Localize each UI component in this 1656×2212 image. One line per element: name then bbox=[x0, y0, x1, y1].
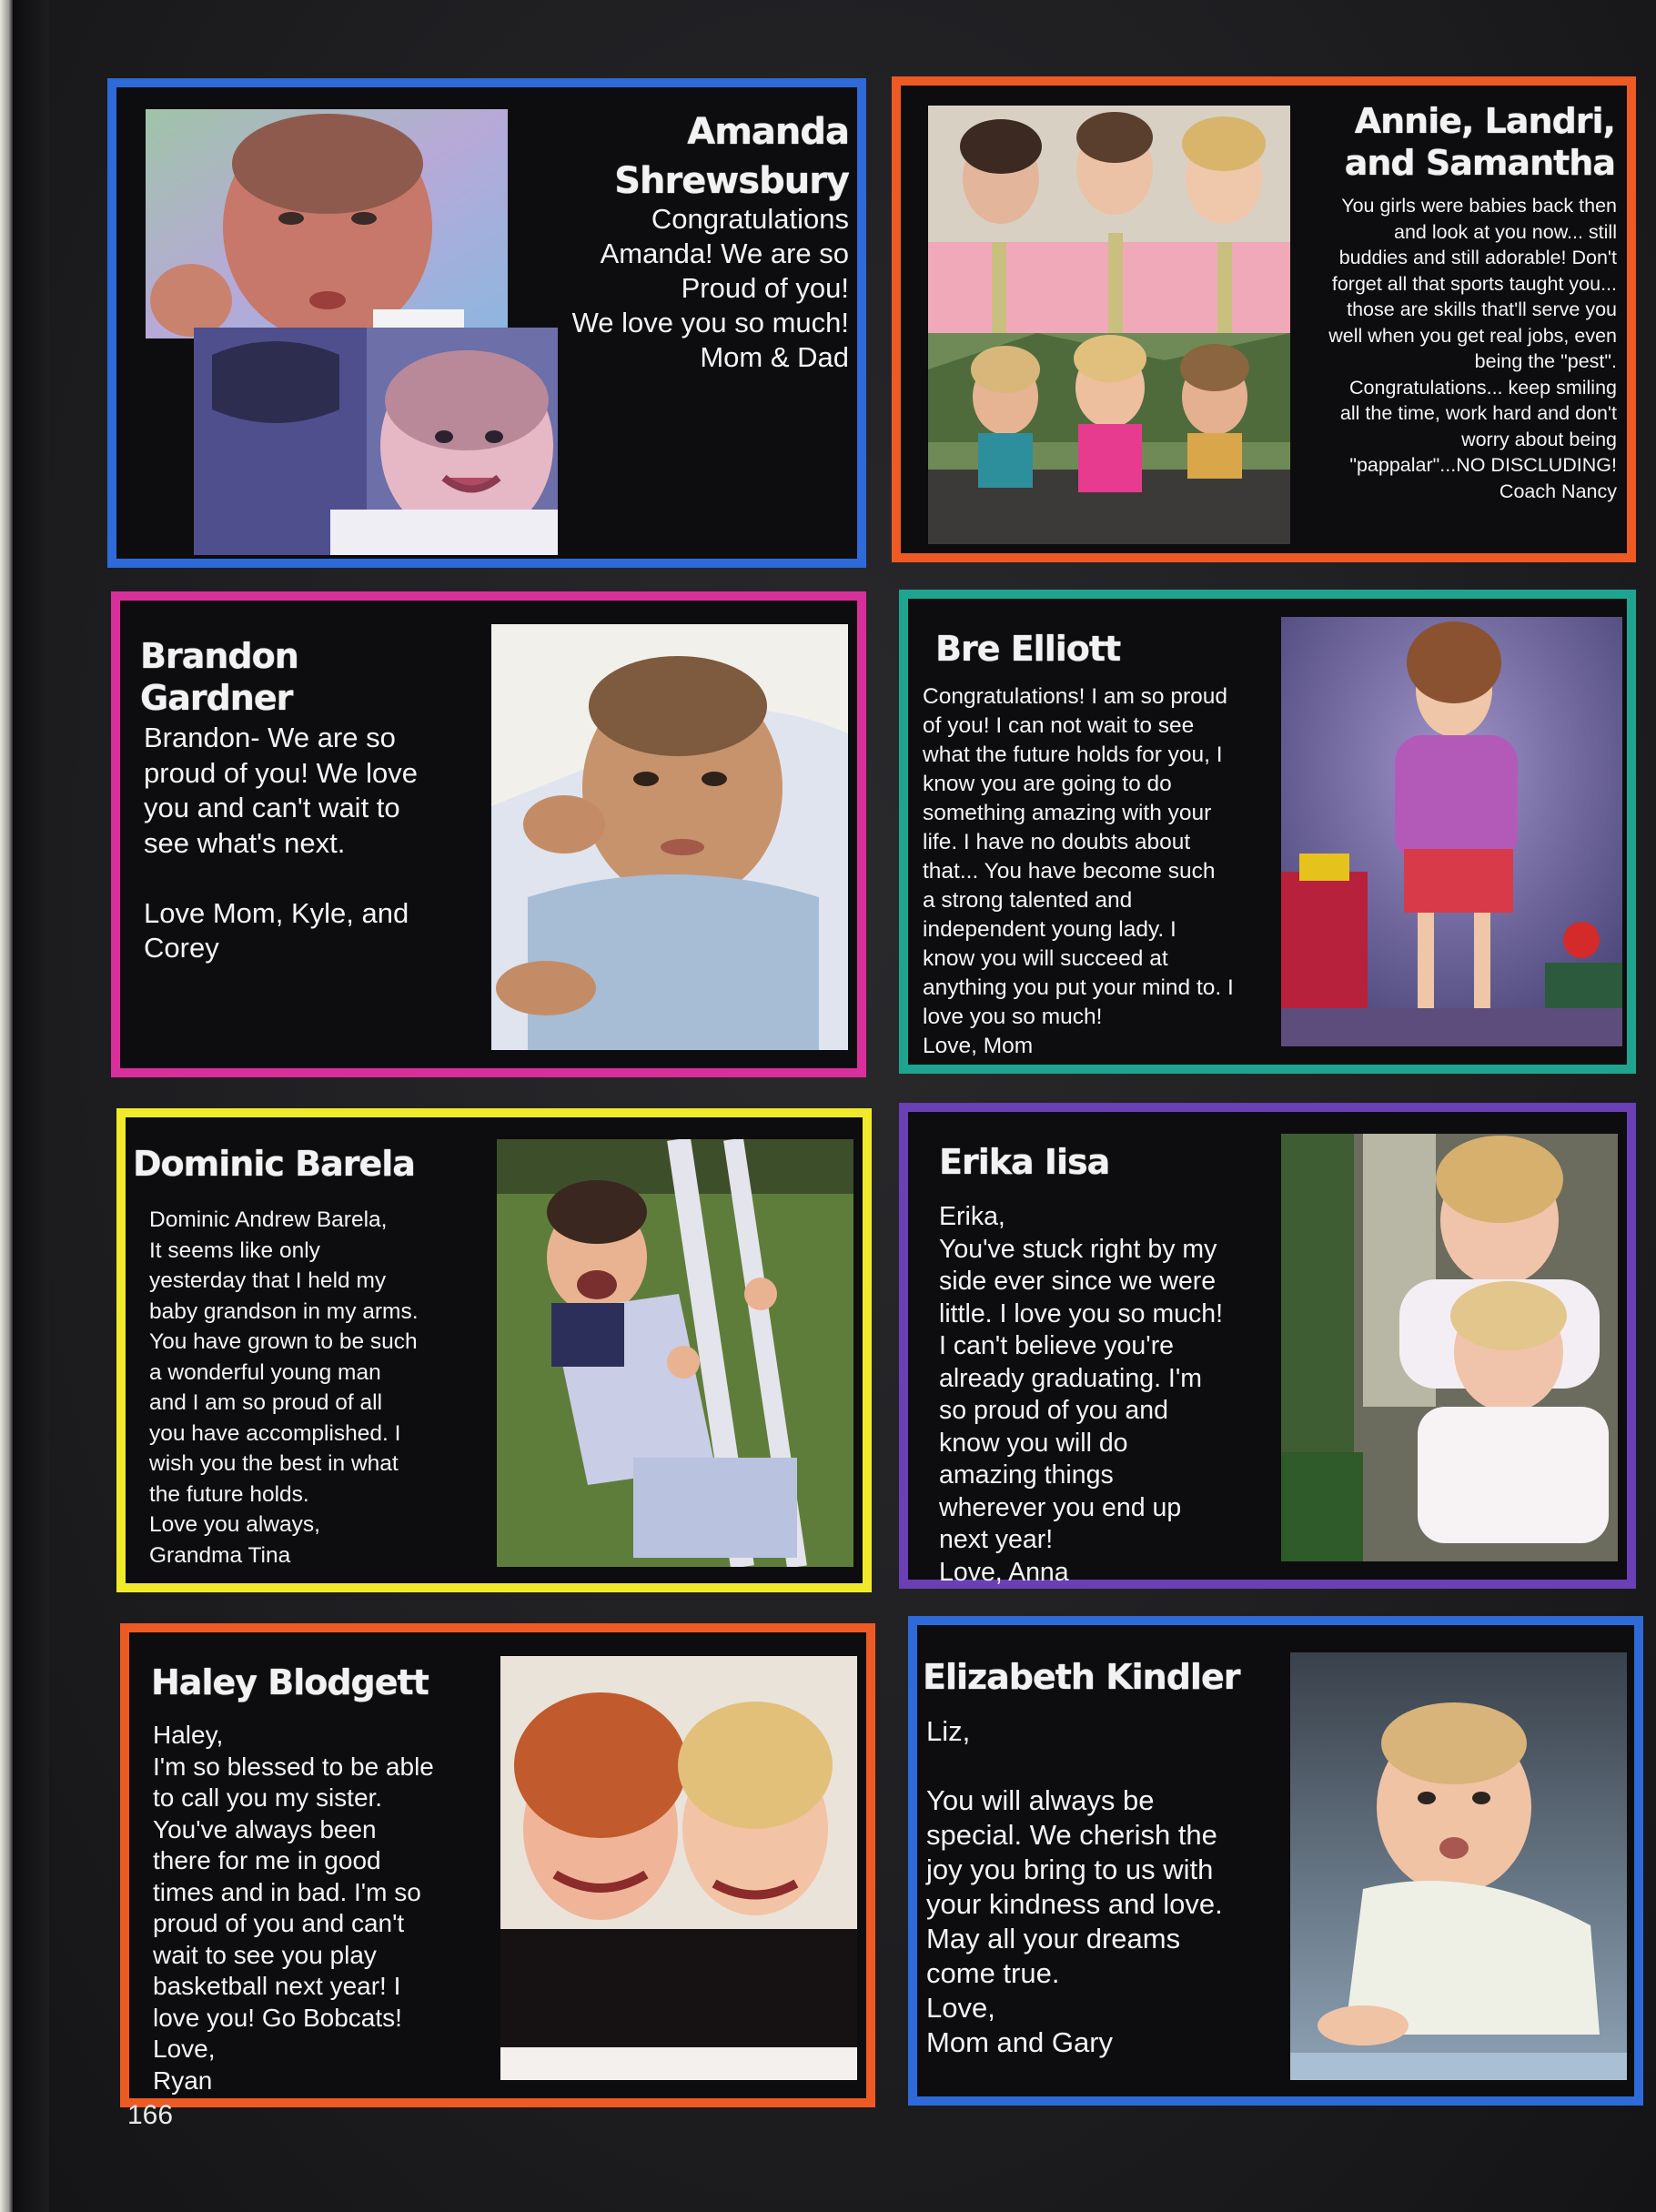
baby-photo-newborn bbox=[146, 109, 508, 338]
child-photo-swing bbox=[497, 1139, 853, 1567]
page-gutter bbox=[13, 0, 49, 2212]
tribute-message: Haley, I'm so blessed to be able to call you my sister. You've always been there for me in good times and in bad. I'm so proud of you and can't wait to see you play basketball next year! I love you! Go Bobcats! Love, Ryan bbox=[153, 1721, 434, 2095]
tribute-card-brandon bbox=[111, 591, 866, 1077]
tribute-card-haley bbox=[120, 1623, 875, 2107]
student-name: Bre Elliott bbox=[935, 629, 1121, 669]
tribute-card-elizabeth bbox=[908, 1616, 1643, 2106]
tribute-message: Brandon- We are so proud of you! We love you and can't wait to see what's next. Love Mom, Kyle, and Corey bbox=[144, 722, 418, 964]
baby-photo-portrait bbox=[1290, 1652, 1627, 2080]
tribute-message: You girls were babies back then and look at you now... still buddies and still adorable! Don't forget all that sports taught you... those are skills that'll serve you well when you get real jobs, even being the "pest". Congratulations... keep smiling all the time, work hard and don't worry about being "pappalar"...NO DISCLUDING! Coach Nancy bbox=[1328, 195, 1617, 502]
tribute-card-amanda bbox=[107, 78, 866, 568]
tribute-card-dominic bbox=[116, 1108, 872, 1592]
tribute-card-erika bbox=[899, 1103, 1636, 1589]
student-name: Erika Iisa bbox=[939, 1142, 1110, 1182]
photo-three-girls-swimsuits bbox=[928, 333, 1290, 544]
student-name: Amanda Shrewsbury bbox=[614, 111, 849, 202]
tribute-message: Congratulations Amanda! We are so Proud of you! We love you so much! Mom & Dad bbox=[571, 203, 849, 373]
student-name: Annie, Landri, and Samantha bbox=[1344, 101, 1615, 183]
page-spine-edge bbox=[0, 0, 13, 2212]
tribute-card-annie-landri-samantha bbox=[892, 76, 1636, 562]
tribute-message: Liz, You will always be special. We cherish the joy you bring to us with your kindness and love. May all your dreams come true. Love, Mom and Gary bbox=[926, 1715, 1223, 2058]
page-number: 166 bbox=[127, 2100, 174, 2130]
student-name: Brandon Gardner bbox=[140, 636, 298, 718]
photo-three-girls-uniform bbox=[928, 106, 1290, 333]
tribute-card-bre bbox=[899, 590, 1636, 1074]
tribute-message: Erika, You've stuck right by my side ever since we were little. I love you so much! I can't believe you're already graduating. I'm so proud of you and know you will do amazing things wherever you end up next year! Love, Anna bbox=[939, 1202, 1224, 1587]
baby-photo-blanket bbox=[491, 624, 848, 1050]
student-name: Elizabeth Kindler bbox=[923, 1657, 1240, 1697]
tribute-message: Congratulations! I am so proud of you! I can not wait to see what the future holds for you, I know you are going to do something amazing with your life. I have no doubts about that... You have become such a strong talented and independent young lady. I know you will succeed at anything you put your mind to. I love you so much! Love, Mom bbox=[923, 684, 1234, 1058]
student-name: Haley Blodgett bbox=[151, 1662, 429, 1702]
child-photo-stool bbox=[1281, 617, 1622, 1046]
photo-two-toddlers bbox=[500, 1656, 857, 2080]
student-name: Dominic Barela bbox=[133, 1144, 415, 1184]
tribute-message: Dominic Andrew Barela, It seems like only yesterday that I held my baby grandson in my arms. You have grown to be such a wonderful young man and I am so proud of all you have accomplished. I wish you the best in what the future holds. Love you always, Grandma Tina bbox=[149, 1207, 419, 1568]
photo-two-girls bbox=[1281, 1134, 1618, 1561]
